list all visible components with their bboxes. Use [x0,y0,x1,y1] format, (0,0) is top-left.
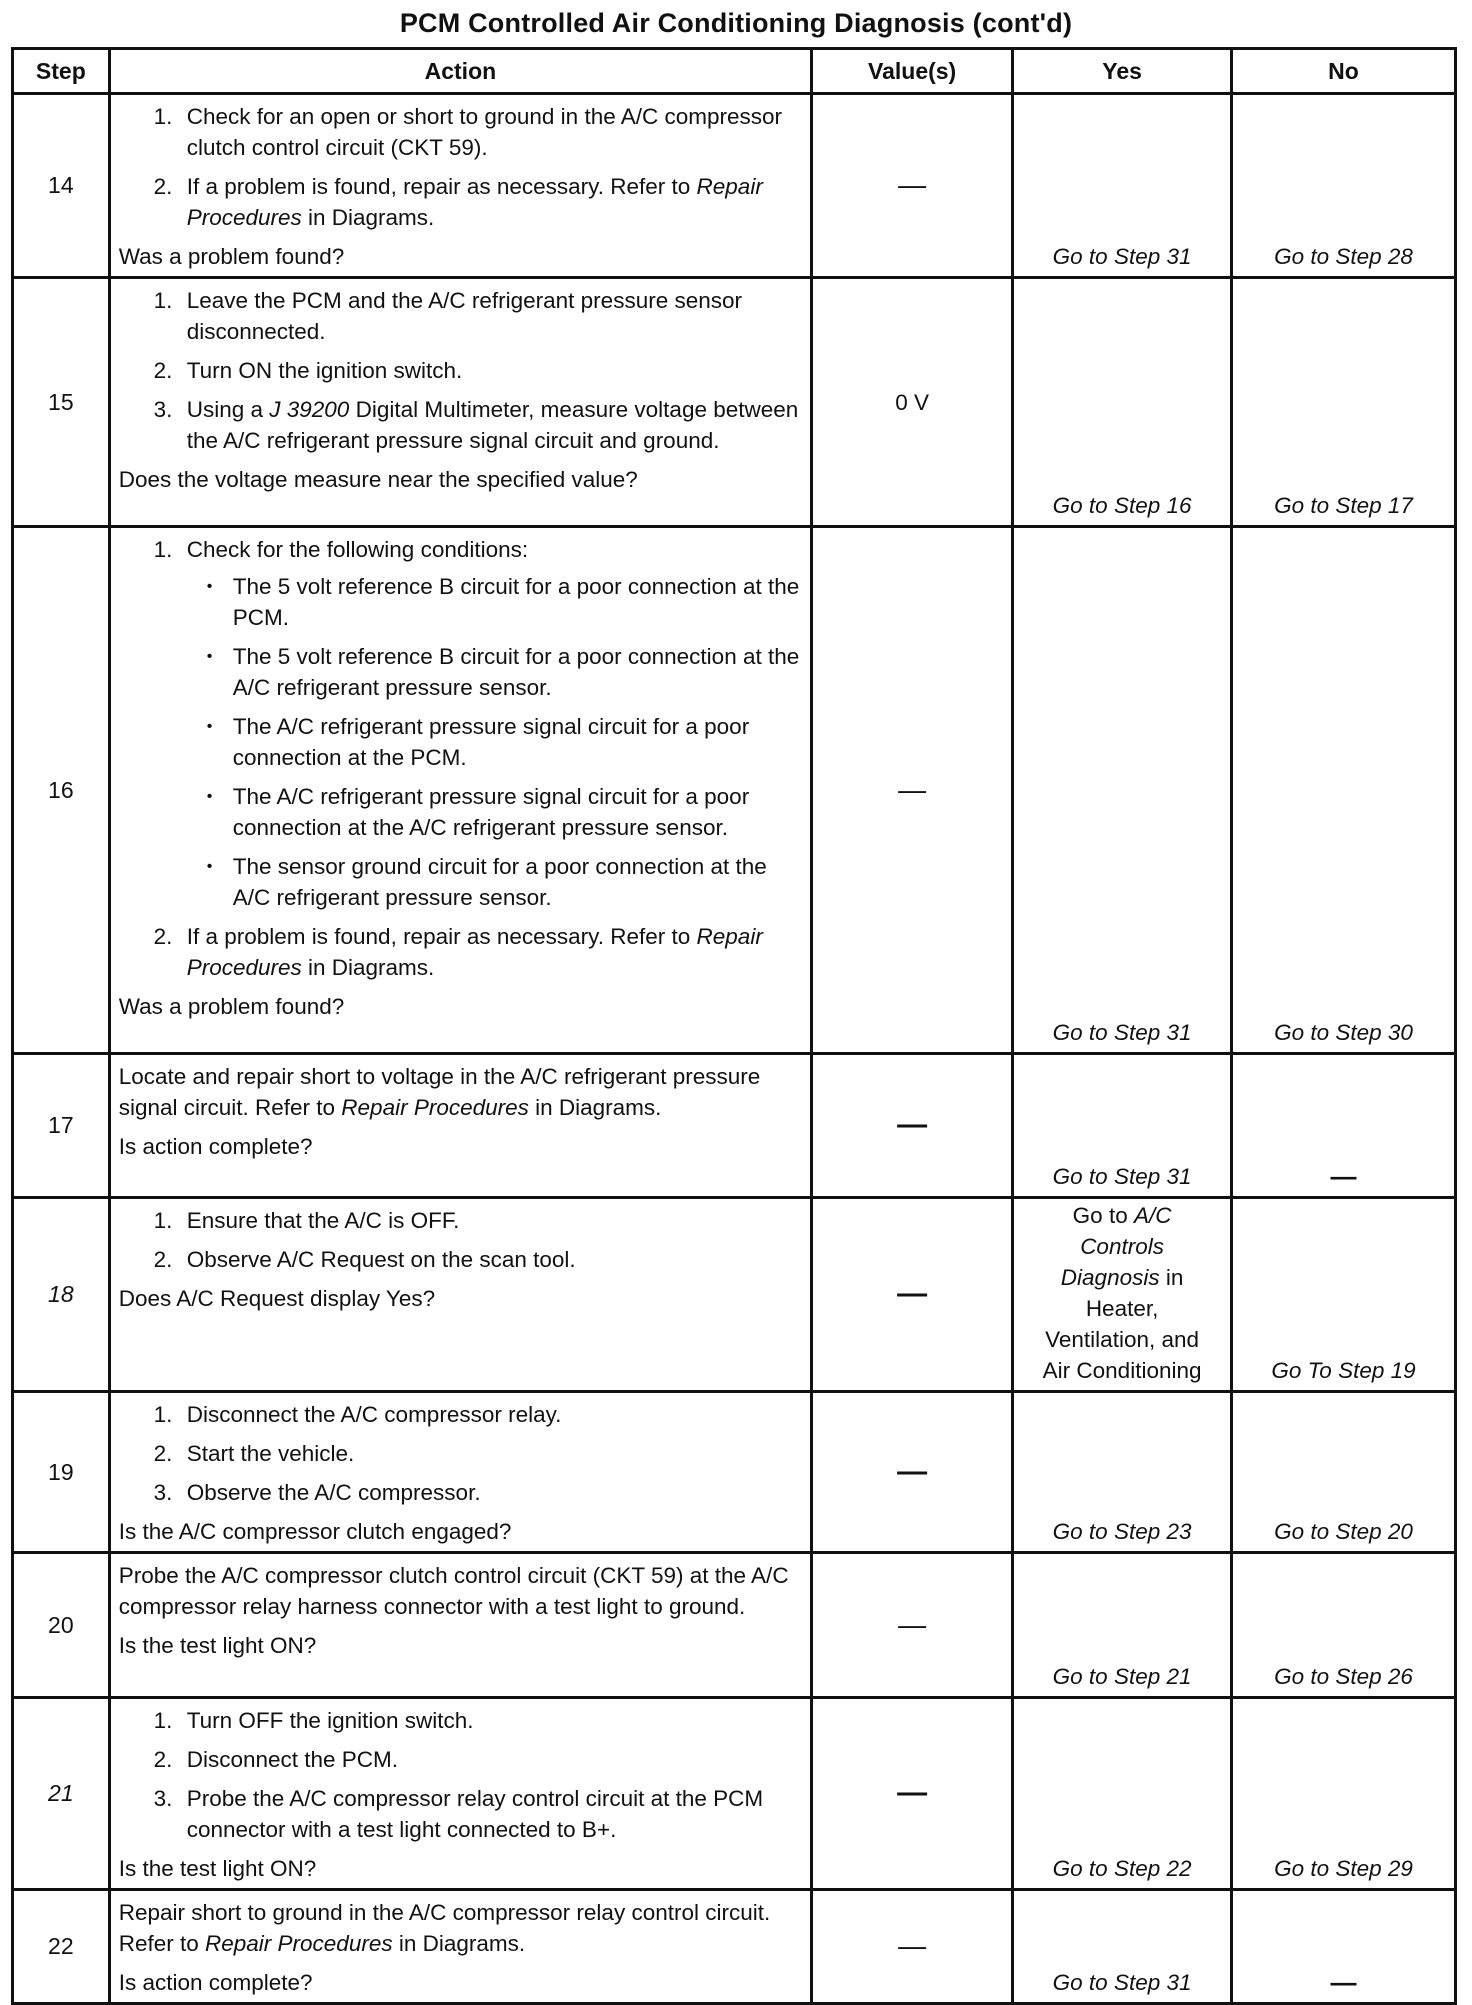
no-goto: Go to Step 28 [1274,244,1413,269]
action-cell [109,1553,811,1698]
yes-reference: Go to A/C Controls Diagnosis in Heater, Ventilation, and Air Conditioning [1042,1203,1202,1383]
table-row-step-18 [13,1198,1456,1392]
action-steps [119,101,802,233]
action-question: Does the voltage measure near the specified value? [118,467,638,492]
action-cell [109,1698,811,1890]
table-header-row [13,49,1456,94]
value-cell: — [812,1553,1013,1698]
condition-list [187,571,802,913]
action-item: 1. Check for an open or short to ground in the A/C compressor clutch control circuit (CKT 59). [179,101,802,163]
action-question: Does A/C Request display Yes? [118,1286,436,1311]
action-text: Probe the A/C compressor clutch control circuit (CKT 59) at the A/C compressor relay harness connector with a test light to ground. [118,1563,789,1619]
action-steps [119,1205,802,1275]
action-cell [109,278,811,527]
action-cell [109,1890,811,2004]
action-item: 1. Ensure that the A/C is OFF. [179,1205,802,1236]
action-text: Repair short to ground in the A/C compressor relay control circuit. Refer to Repair Procedures in Diagrams. [118,1900,771,1956]
step-number: 19 [13,1392,110,1553]
header-yes: Yes [1013,49,1232,94]
action-question: Is the test light ON? [118,1633,317,1658]
yes-goto: Go to Step 31 [1052,244,1192,269]
action-item: 1. Turn OFF the ignition switch. [179,1705,802,1736]
table-row-step-22 [13,1890,1456,2004]
no-cell [1232,94,1456,278]
table-row-step-15 [13,278,1456,527]
action-item: 2. Start the vehicle. [179,1438,802,1469]
action-item: 1. Leave the PCM and the A/C refrigerant pressure sensor disconnected. [179,285,802,347]
yes-goto: Go to Step 21 [1052,1664,1192,1689]
step-number: 20 [13,1553,110,1698]
no-cell [1232,1198,1456,1392]
no-cell [1232,1553,1456,1698]
yes-cell [1013,1198,1232,1392]
value-cell: 0 V [812,278,1013,527]
action-cell [109,527,811,1054]
condition-item: • The 5 volt reference B circuit for a poor connection at the PCM. [207,571,802,633]
no-goto: — [1330,1967,1357,1997]
action-steps [119,1399,802,1508]
value-cell: — [812,1890,1013,2004]
no-goto: Go to Step 17 [1274,493,1413,518]
yes-goto: Go to Step 31 [1052,1970,1192,1995]
yes-cell [1013,1698,1232,1890]
value-cell: — [812,1698,1013,1890]
action-item: 3. Probe the A/C compressor relay control circuit at the PCM connector with a test light connected to B+. [179,1783,802,1845]
no-cell [1232,1054,1456,1198]
condition-item: • The 5 volt reference B circuit for a poor connection at the A/C refrigerant pressure sensor. [207,641,802,703]
action-item: 3. Observe the A/C compressor. [179,1477,802,1508]
condition-item: • The sensor ground circuit for a poor connection at the A/C refrigerant pressure sensor. [207,851,802,913]
action-cell [109,1198,811,1392]
table-row-step-20 [13,1553,1456,1698]
value-cell: — [812,1198,1013,1392]
yes-cell [1013,1890,1232,2004]
action-item: 2. Observe A/C Request on the scan tool. [179,1244,802,1275]
yes-cell [1013,1553,1232,1698]
header-values: Value(s) [812,49,1013,94]
no-cell [1232,527,1456,1054]
action-steps [119,1705,802,1845]
action-question: Was a problem found? [118,244,345,269]
action-item: 2. If a problem is found, repair as necessary. Refer to Repair Procedures in Diagrams. [179,171,802,233]
action-question: Is action complete? [118,1970,313,1995]
action-steps [119,285,802,456]
condition-item: • The A/C refrigerant pressure signal circuit for a poor connection at the A/C refrigerant pressure sensor. [207,781,802,843]
action-question: Is action complete? [118,1134,313,1159]
step-number: 18 [13,1198,110,1392]
yes-goto: Go to Step 31 [1052,1164,1192,1189]
no-goto: Go To Step 19 [1271,1358,1416,1383]
step-number: 15 [13,278,110,527]
action-question: Is the test light ON? [118,1856,317,1881]
action-text: Locate and repair short to voltage in the A/C refrigerant pressure signal circuit. Refer to Repair Procedures in Diagrams. [118,1064,761,1120]
action-cell [109,1054,811,1198]
yes-goto: Go to Step 22 [1052,1856,1192,1881]
step-number: 14 [13,94,110,278]
table-row-step-21 [13,1698,1456,1890]
action-item: 3. Using a J 39200 Digital Multimeter, measure voltage between the A/C refrigerant pressure signal circuit and ground. [179,394,802,456]
action-question: Is the A/C compressor clutch engaged? [118,1519,512,1544]
yes-cell [1013,1392,1232,1553]
no-cell [1232,1890,1456,2004]
yes-goto: Go to Step 16 [1052,493,1192,518]
table-row-step-16 [13,527,1456,1054]
action-item: 2. Turn ON the ignition switch. [179,355,802,386]
step-number: 21 [13,1698,110,1890]
action-item: 1. Disconnect the A/C compressor relay. [179,1399,802,1430]
header-step: Step [13,49,110,94]
no-goto: Go to Step 30 [1274,1020,1413,1045]
table-row-step-14 [13,94,1456,278]
page-title: PCM Controlled Air Conditioning Diagnosis (cont'd) [399,8,1073,38]
header-no: No [1232,49,1456,94]
table-row-step-19 [13,1392,1456,1553]
value-cell: — [812,1054,1013,1198]
action-question: Was a problem found? [118,994,345,1019]
action-cell [109,94,811,278]
step-number: 22 [13,1890,110,2004]
yes-goto: Go to Step 23 [1052,1519,1192,1544]
table-row-step-17 [13,1054,1456,1198]
value-cell: — [812,527,1013,1054]
yes-cell [1013,527,1232,1054]
diagnosis-table [11,47,1457,2005]
header-action: Action [109,49,811,94]
no-goto: Go to Step 20 [1274,1519,1413,1544]
action-item: 2. If a problem is found, repair as necessary. Refer to Repair Procedures in Diagrams. [179,921,802,983]
no-cell [1232,278,1456,527]
action-item: 2. Disconnect the PCM. [179,1744,802,1775]
no-cell [1232,1392,1456,1553]
yes-cell [1013,278,1232,527]
yes-cell [1013,94,1232,278]
action-item: 1. Check for the following conditions: • The 5 volt reference B circuit for a poor connection at the PCM. • The 5 volt reference B circuit for a poor connection at the A/C refrigerant pressure sensor. • The A/C refrigerant pressure signal circuit for a poor connection at the PCM. • The A/C refrigerant pressure signal circuit for a poor connection at the A/C refrigerant pressure sensor. • The sensor ground circuit for a poor connection at the A/C refrigerant pressure sensor. [179,534,802,913]
no-goto: Go to Step 26 [1274,1664,1413,1689]
value-cell: — [812,94,1013,278]
condition-item: • The A/C refrigerant pressure signal circuit for a poor connection at the PCM. [207,711,802,773]
no-goto: — [1330,1161,1357,1191]
no-goto: Go to Step 29 [1274,1856,1413,1881]
action-cell [109,1392,811,1553]
step-number: 16 [13,527,110,1054]
yes-cell [1013,1054,1232,1198]
no-cell [1232,1698,1456,1890]
value-cell: — [812,1392,1013,1553]
yes-goto: Go to Step 31 [1052,1020,1192,1045]
step-number: 17 [13,1054,110,1198]
action-steps [119,534,802,983]
